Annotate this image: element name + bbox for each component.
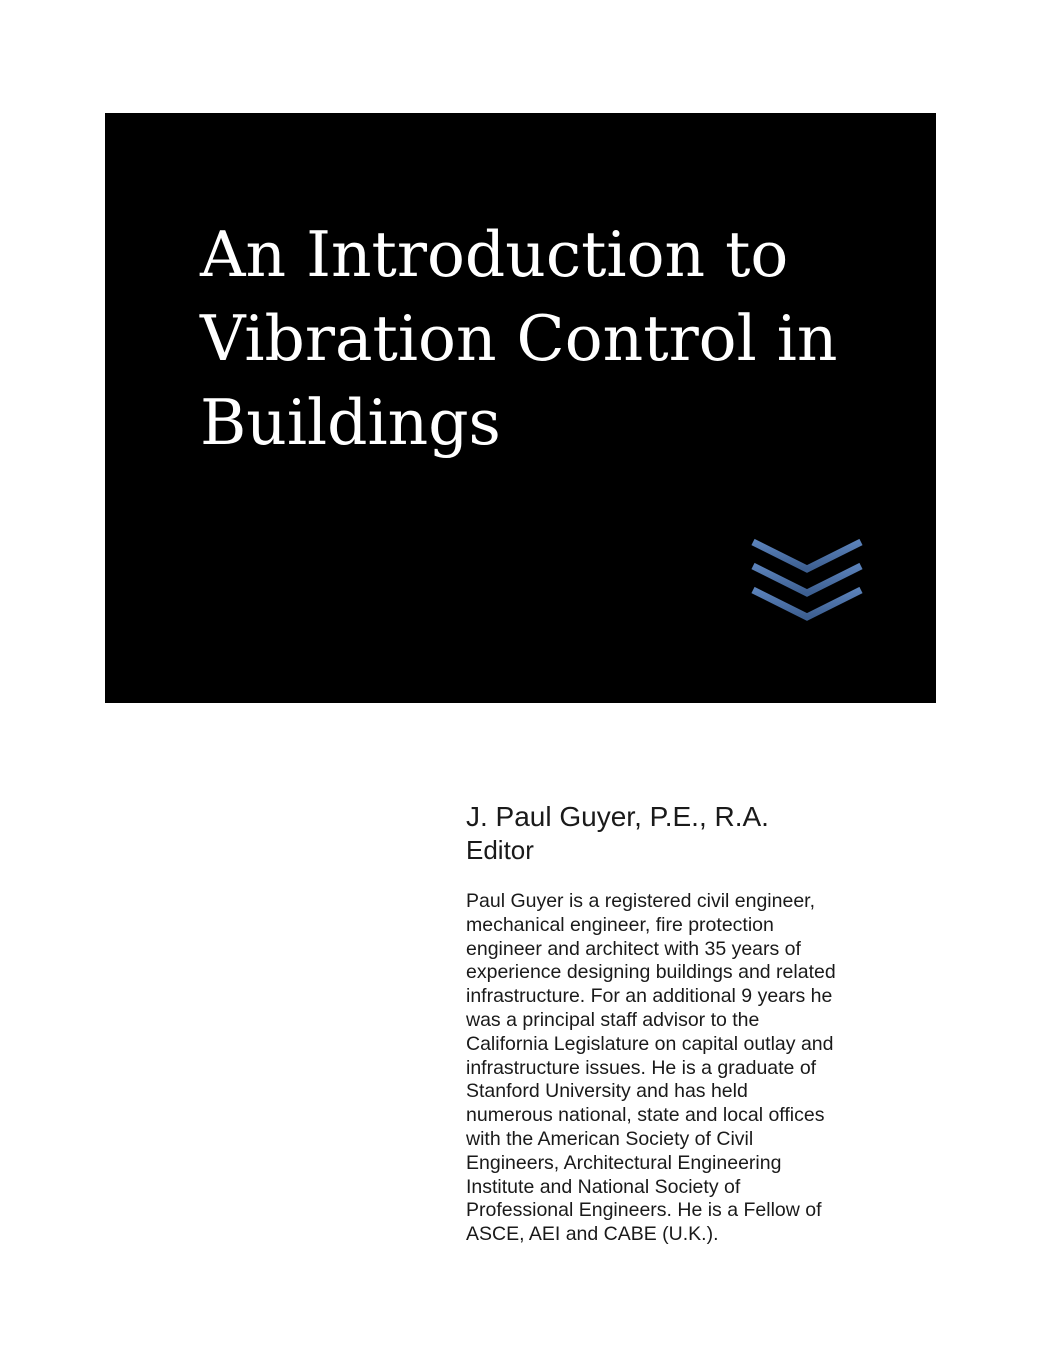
author-name: J. Paul Guyer, P.E., R.A. <box>466 801 769 832</box>
bio-line: was a principal staff advisor to the <box>466 1008 760 1031</box>
author-bio <box>466 890 886 1247</box>
bio-line: engineer and architect with 35 years of <box>466 937 801 960</box>
bio-line: Paul Guyer is a registered civil engineer, <box>466 890 816 912</box>
bio-line: Stanford University and has held <box>466 1080 748 1103</box>
bio-line: numerous national, state and local offices <box>466 1104 825 1127</box>
bio-line: California Legislature on capital outlay and <box>466 1032 834 1055</box>
chevron-icon <box>753 542 861 569</box>
bio-line: Institute and National Society of <box>466 1175 741 1198</box>
triple-chevron-down-icon <box>751 537 863 629</box>
title-line: An Introduction to <box>200 218 789 291</box>
book-title <box>200 213 900 465</box>
title-line: Buildings <box>200 386 501 459</box>
bio-line: infrastructure issues. He is a graduate of <box>466 1056 817 1079</box>
author-role: Editor <box>466 835 534 865</box>
bio-line: experience designing buildings and related <box>466 961 836 984</box>
bio-line: ASCE, AEI and CABE (U.K.). <box>466 1223 719 1246</box>
bio-line: infrastructure. For an additional 9 years he <box>466 985 833 1008</box>
bio-line: mechanical engineer, fire protection <box>466 913 774 936</box>
bio-line: Engineers, Architectural Engineering <box>466 1151 782 1174</box>
cover-panel <box>105 113 936 703</box>
bio-line: Professional Engineers. He is a Fellow of <box>466 1199 822 1222</box>
bio-line: with the American Society of Civil <box>466 1127 754 1150</box>
title-line: Vibration Control in <box>200 302 838 375</box>
author-block <box>466 800 886 1247</box>
